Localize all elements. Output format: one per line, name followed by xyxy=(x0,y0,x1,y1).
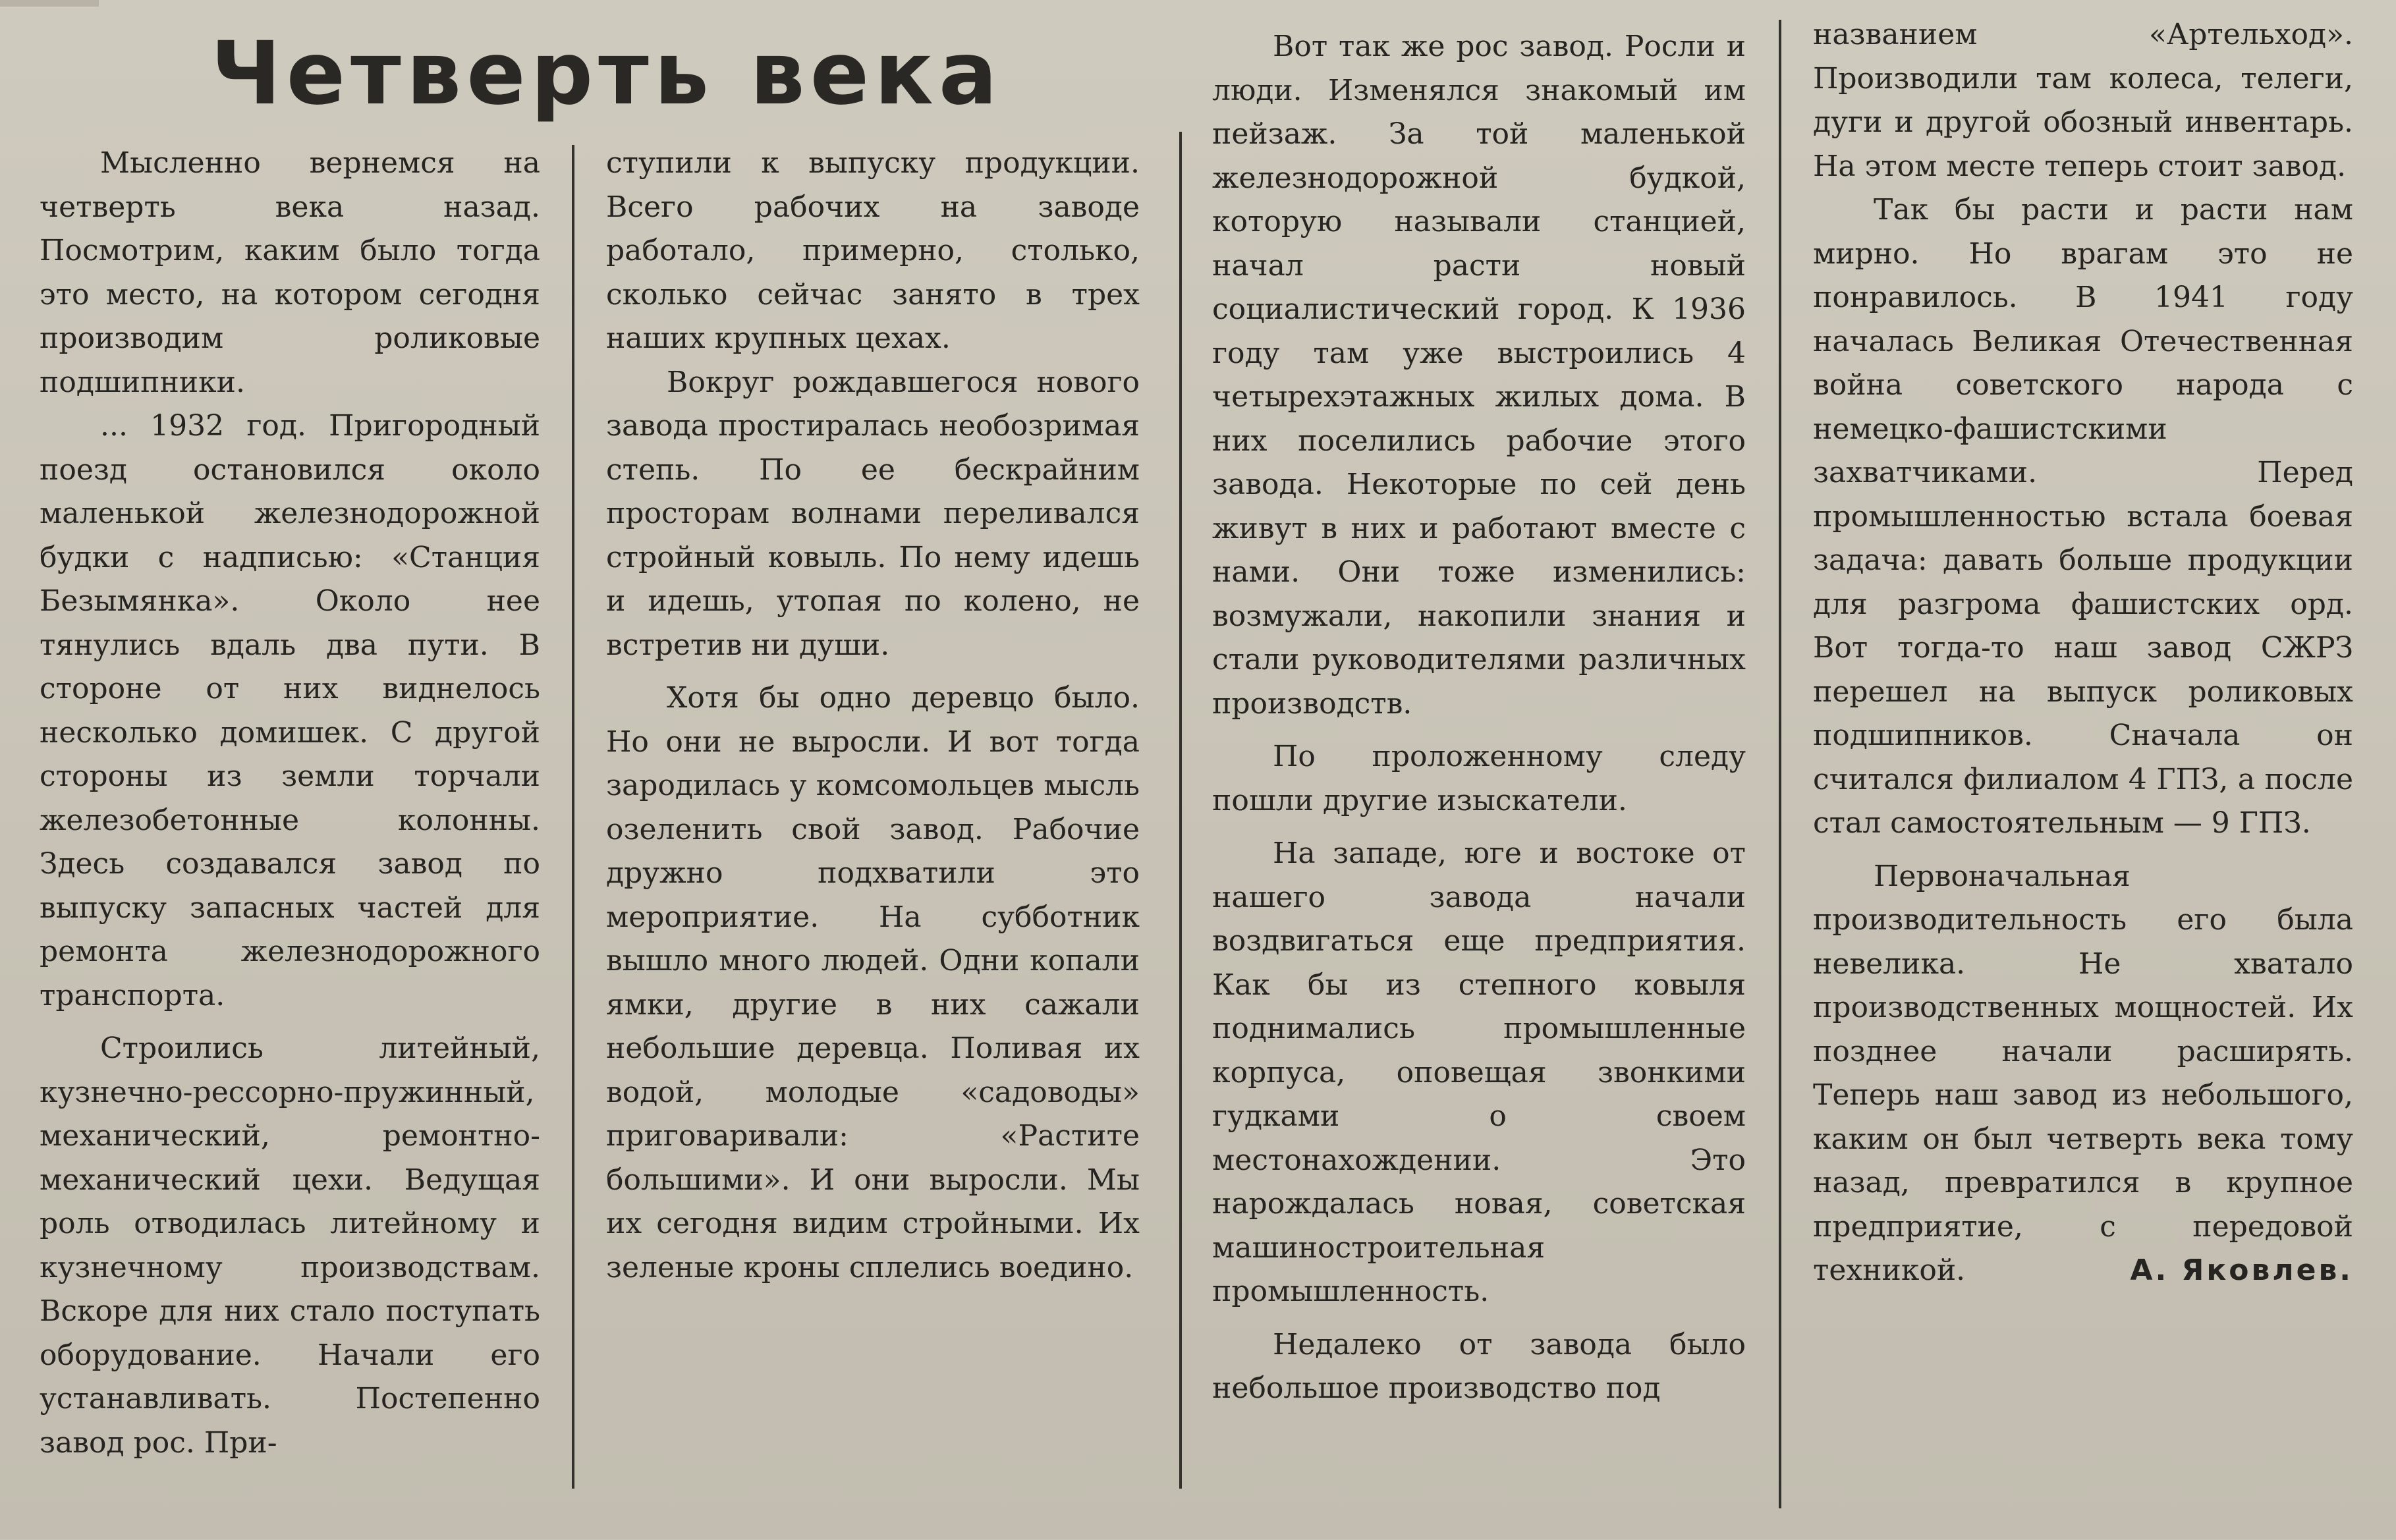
paragraph: ... 1932 год. Пригородный поезд остановился около маленькой железнодорожной будки с надписью: «Станция Безымянка». Около нее тянулись вдаль два пути. В стороне от них виднелось несколько домишек. С другой стороны из земли торчали железобетонные колонны. Здесь создавался завод по выпуску запасных частей для ремонта железнодорожного транспорта. xyxy=(40,409,540,1012)
paragraph: По проложенному следу пошли другие изыскатели. xyxy=(1212,740,1746,817)
paragraph: Строились литейный, кузнечно-рессорно-пружинный, механический, ремонтно-механический цехи. Ведущая роль отводилась литейному и кузнечному производствам. Вскоре для них стало поступать оборудование. Начали его устанавливать. Постепенно завод рос. При- xyxy=(40,1031,540,1460)
column-divider xyxy=(1179,132,1182,1489)
column-divider xyxy=(1779,20,1781,1508)
paragraph-text: Первоначальная производительность его была невелика. Не хватало производственных мощностей. Их позднее начали расширять. Теперь наш завод из небольшого, каким он был четверть века тому назад, превратился в крупное предприятие, с передовой техникой. xyxy=(1813,859,2353,1287)
article-column-3 xyxy=(1212,25,1746,1540)
paragraph: Вот так же рос завод. Росли и люди. Изменялся знакомый им пейзаж. За той маленькой железнодорожной будкой, которую называли станцией, начал расти новый социалистический город. К 1936 году там уже выстроились 4 четырехэтажных жилых дома. В них поселились рабочие этого завода. Некоторые по сей день живут в них и работают вместе с нами. Они тоже изменились: возмужали, накопили знания и стали руководителями различных производств. xyxy=(1212,30,1746,721)
paragraph xyxy=(1813,855,2353,1293)
paragraph: Мысленно вернемся на четверть века назад. Посмотрим, каким было тогда это место, на котором сегодня производим роликовые подшипники. xyxy=(40,146,540,399)
paragraph: Так бы расти и расти нам мирно. Но врагам это не понравилось. В 1941 году началась Великая Отечественная война советского народа с немецко-фашистскими захватчиками. Перед промышленностью встала боевая задача: давать больше продукции для разгрома фашистских орд. Вот тогда-то наш завод СЖРЗ перешел на выпуск роликовых подшипников. Сначала он считался филиалом 4 ГПЗ, а после стал самостоятельным — 9 ГПЗ. xyxy=(1813,193,2353,840)
torn-edge-mark xyxy=(0,0,99,7)
article-column-4 xyxy=(1813,13,2353,1528)
paragraph: ступили к выпуску продукции. Всего рабочих на заводе работало, примерно, столько, сколько сейчас занято в трех наших крупных цехах. xyxy=(606,146,1140,355)
paragraph: На западе, юге и востоке от нашего завода начали воздвигаться еще предприятия. Как бы из степного ковыля поднимались промышленные корпуса, оповещая звонкими гудками о своем местонахождении. Это нарождалась новая, советская машиностроительная промышленность. xyxy=(1212,837,1746,1308)
column-divider xyxy=(572,145,574,1489)
paragraph: Недалеко от завода было небольшое производство под xyxy=(1212,1327,1746,1405)
article-column-1 xyxy=(40,142,540,1472)
paragraph: Вокруг рождавшегося нового завода простиралась необозримая степь. По ее бескрайним просторам волнами переливался стройный ковыль. По нему идешь и идешь, утопая по колено, не встретив ни души. xyxy=(606,365,1140,662)
paragraph: названием «Артельход». Производили там колеса, телеги, дуги и другой обозный инвентарь. На этом месте теперь стоит завод. xyxy=(1813,18,2353,183)
article-column-2 xyxy=(606,142,1140,1472)
author-signature: А. Яковлев. xyxy=(2130,1253,2353,1287)
paragraph: Хотя бы одно деревцо было. Но они не выросли. И вот тогда зародилась у комсомольцев мысль озеленить свой завод. Рабочие дружно подхватили это мероприятие. На субботник вышло много людей. Одни копали ямки, другие в них сажали небольшие деревца. Поливая их водой, молодые «садоводы» приговаривали: «Растите большими». И они выросли. Мы их сегодня видим стройными. Их зеленые кроны сплелись воедино. xyxy=(606,681,1140,1284)
article-title: Четверть века xyxy=(211,23,1003,124)
